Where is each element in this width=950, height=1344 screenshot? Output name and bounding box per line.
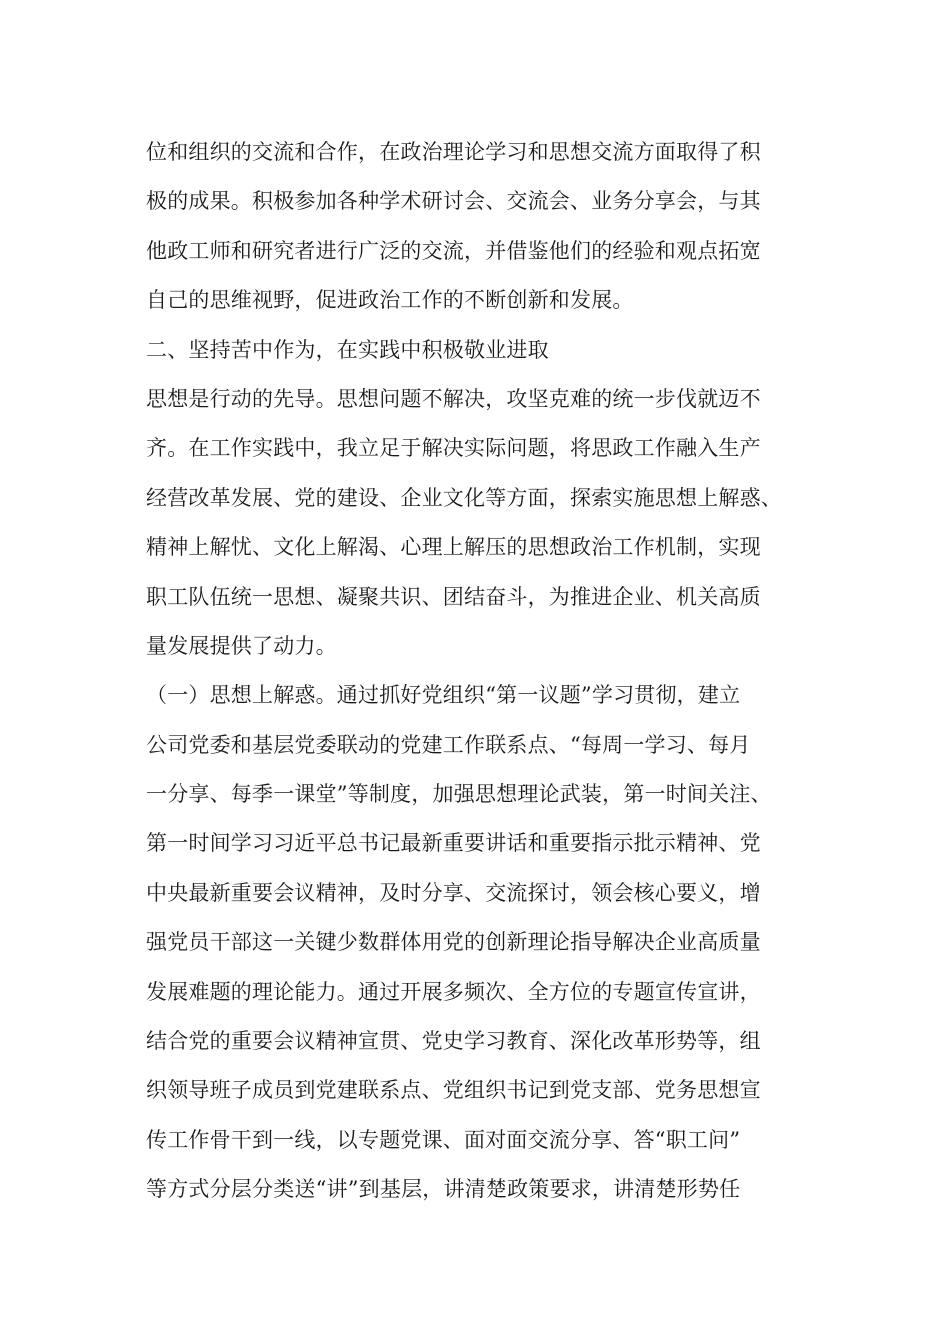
text-line: 极的成果。积极参加各种学术研讨会、交流会、业务分享会，与其 (146, 189, 761, 214)
text-line: 公司党委和基层党委联动的党建工作联系点、“每周一学习、每月 (146, 732, 751, 757)
text-line: 思想是行动的先导。思想问题不解决，攻坚克难的统一步伐就迈不 (146, 386, 761, 411)
text-line: 自己的思维视野，促进政治工作的不断创新和发展。 (146, 288, 634, 313)
text-line: 精神上解忧、文化上解渴、心理上解压的思想政治工作机制，实现 (146, 535, 761, 560)
document-body (146, 128, 826, 1215)
text-line: 等方式分层分类送“讲”到基层，讲清楚政策要求，讲清楚形势任 (146, 1177, 741, 1202)
text-line: 职工队伍统一思想、凝聚共识、团结奋斗，为推进企业、机关高质 (146, 584, 761, 609)
section-heading: 二、坚持苦中作为，在实践中积极敬业进取 (146, 337, 549, 362)
text-line: 传工作骨干到一线，以专题党课、面对面交流分享、答“职工问” (146, 1127, 741, 1152)
text-line: 织领导班子成员到党建联系点、党组织书记到党支部、党务思想宣 (146, 1078, 761, 1103)
text-line: 位和组织的交流和合作，在政治理论学习和思想交流方面取得了积 (146, 140, 761, 164)
text-line: 他政工师和研究者进行广泛的交流，并借鉴他们的经验和观点拓宽 (146, 238, 761, 263)
text-line: 齐。在工作实践中，我立足于解决实际问题，将思政工作融入生产 (146, 436, 761, 461)
text-line: 经营改革发展、党的建设、企业文化等方面，探索实施思想上解惑、 (146, 485, 782, 510)
text-line: 结合党的重要会议精神宣贯、党史学习教育、深化改革形势等，组 (146, 1029, 761, 1054)
subsection-line: （一）思想上解惑。通过抓好党组织“第一议题”学习贯彻，建立 (146, 683, 741, 708)
text-line: 中央最新重要会议精神，及时分享、交流探讨，领会核心要义，增 (146, 880, 761, 905)
text-line: 强党员干部这一关键少数群体用党的创新理论指导解决企业高质量 (146, 930, 761, 955)
text-line: 发展难题的理论能力。通过开展多频次、全方位的专题宣传宣讲， (146, 979, 761, 1004)
text-line: 一分享、每季一课堂”等制度，加强思想理论武装，第一时间关注、 (146, 782, 772, 807)
text-line: 量发展提供了动力。 (146, 633, 337, 658)
text-line: 第一时间学习习近平总书记最新重要讲话和重要指示批示精神、党 (146, 831, 761, 856)
